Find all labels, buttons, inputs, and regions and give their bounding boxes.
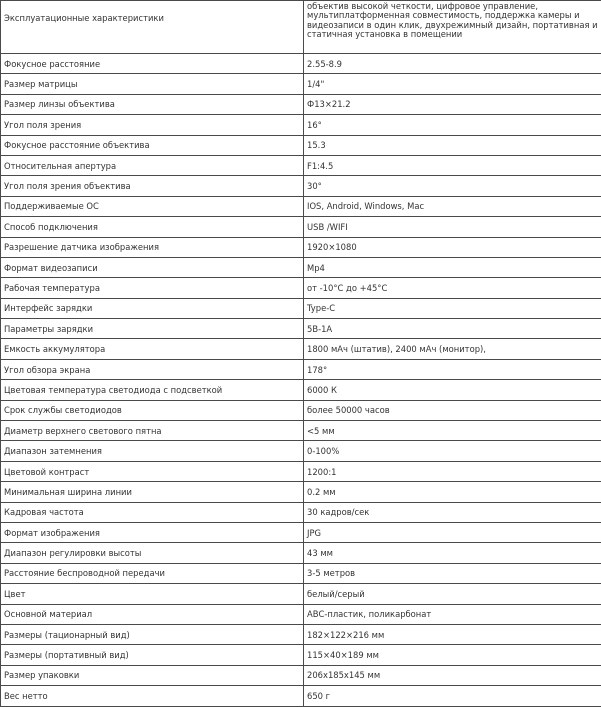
spec-label: Формат видеозаписи [1, 257, 304, 277]
spec-label: Разрешение датчика изображения [1, 237, 304, 257]
spec-label: Цветовая температура светодиода с подсветкой [1, 380, 304, 400]
table-row [1, 155, 601, 175]
spec-value: 43 мм [304, 543, 601, 563]
spec-value: 15.3 [304, 135, 601, 155]
spec-label: Параметры зарядки [1, 319, 304, 339]
spec-value: 1920×1080 [304, 237, 601, 257]
spec-value: 30° [304, 176, 601, 196]
spec-label: Способ подключения [1, 217, 304, 237]
table-row [1, 319, 601, 339]
table-row [1, 441, 601, 461]
spec-value: 0.2 мм [304, 482, 601, 502]
spec-label: Вес нетто [1, 686, 304, 706]
spec-label: Рабочая температура [1, 278, 304, 298]
spec-label: Размеры (портативный вид) [1, 645, 304, 665]
spec-label: Расстояние беспроводной передачи [1, 563, 304, 583]
spec-label: Поддерживаемые ОС [1, 196, 304, 216]
spec-label: Диапазон регулировки высоты [1, 543, 304, 563]
table-row [1, 237, 601, 257]
spec-label: Цветовой контраст [1, 461, 304, 481]
spec-value: 1/4" [304, 74, 601, 94]
spec-value: 1200:1 [304, 461, 601, 481]
spec-value: от -10°С до +45°С [304, 278, 601, 298]
spec-value: Ф13×21.2 [304, 94, 601, 114]
table-row [1, 94, 601, 114]
spec-value: Type-C [304, 298, 601, 318]
spec-label: Формат изображения [1, 522, 304, 542]
table-row [1, 624, 601, 644]
spec-label: Кадровая частота [1, 502, 304, 522]
table-header-row [1, 1, 601, 54]
table-row [1, 135, 601, 155]
table-row [1, 686, 601, 706]
spec-label: Размер упаковки [1, 665, 304, 685]
spec-label: Диаметр верхнего светового пятна [1, 421, 304, 441]
spec-label: Размеры (тационарный вид) [1, 624, 304, 644]
table-row [1, 421, 601, 441]
spec-value: 0-100% [304, 441, 601, 461]
table-row [1, 461, 601, 481]
table-row [1, 176, 601, 196]
spec-value: 3-5 метров [304, 563, 601, 583]
spec-value: 1800 мАч (штатив), 2400 мАч (монитор), [304, 339, 601, 359]
table-row [1, 665, 601, 685]
spec-label: Цвет [1, 584, 304, 604]
table-row [1, 502, 601, 522]
spec-value: JPG [304, 522, 601, 542]
table-row [1, 278, 601, 298]
table-row [1, 645, 601, 665]
table-row [1, 380, 601, 400]
table-row [1, 584, 601, 604]
spec-label: Размер матрицы [1, 74, 304, 94]
spec-value: 16° [304, 115, 601, 135]
spec-value: 182×122×216 мм [304, 624, 601, 644]
spec-value: 178° [304, 359, 601, 379]
spec-value: <5 мм [304, 421, 601, 441]
spec-label: Размер линзы объектива [1, 94, 304, 114]
spec-label: Емкость аккумулятора [1, 339, 304, 359]
spec-value: более 50000 часов [304, 400, 601, 420]
table-row [1, 54, 601, 74]
table-row [1, 217, 601, 237]
spec-label: Интерфейс зарядки [1, 298, 304, 318]
table-row [1, 563, 601, 583]
spec-value: F1:4.5 [304, 155, 601, 175]
table-row [1, 543, 601, 563]
spec-label: Фокусное расстояние объектива [1, 135, 304, 155]
spec-label: Эксплуатационные характеристики [1, 1, 304, 54]
spec-value: 30 кадров/сек [304, 502, 601, 522]
spec-value: USB /WIFI [304, 217, 601, 237]
spec-label: Фокусное расстояние [1, 54, 304, 74]
spec-label: Минимальная ширина линии [1, 482, 304, 502]
spec-value: 650 г [304, 686, 601, 706]
spec-value: 6000 К [304, 380, 601, 400]
table-row [1, 522, 601, 542]
table-row [1, 196, 601, 216]
table-row [1, 74, 601, 94]
spec-value: IOS, Android, Windows, Mac [304, 196, 601, 216]
spec-value: 115×40×189 мм [304, 645, 601, 665]
spec-label: Угол обзора экрана [1, 359, 304, 379]
table-row [1, 482, 601, 502]
spec-value: Mp4 [304, 257, 601, 277]
spec-value: АВС-пластик, поликарбонат [304, 604, 601, 624]
spec-label: Угол поля зрения [1, 115, 304, 135]
table-row [1, 257, 601, 277]
spec-label: Основной материал [1, 604, 304, 624]
table-row [1, 298, 601, 318]
table-row [1, 359, 601, 379]
spec-value: 206х185х145 мм [304, 665, 601, 685]
table-row [1, 604, 601, 624]
table-row [1, 400, 601, 420]
table-row [1, 339, 601, 359]
spec-value: 5В-1А [304, 319, 601, 339]
spec-label: Относительная апертура [1, 155, 304, 175]
table-row [1, 115, 601, 135]
spec-value: 2.55-8.9 [304, 54, 601, 74]
spec-label: Срок службы светодиодов [1, 400, 304, 420]
spec-label: Диапазон затемнения [1, 441, 304, 461]
spec-label: Угол поля зрения объектива [1, 176, 304, 196]
spec-value: белый/серый [304, 584, 601, 604]
spec-value: объектив высокой четкости, цифровое управление, мультиплатформенная совместимость, поддержка камеры и видеозаписи в один клик, двухрежимный дизайн, портативная и статичная установка в помещении [304, 1, 601, 54]
